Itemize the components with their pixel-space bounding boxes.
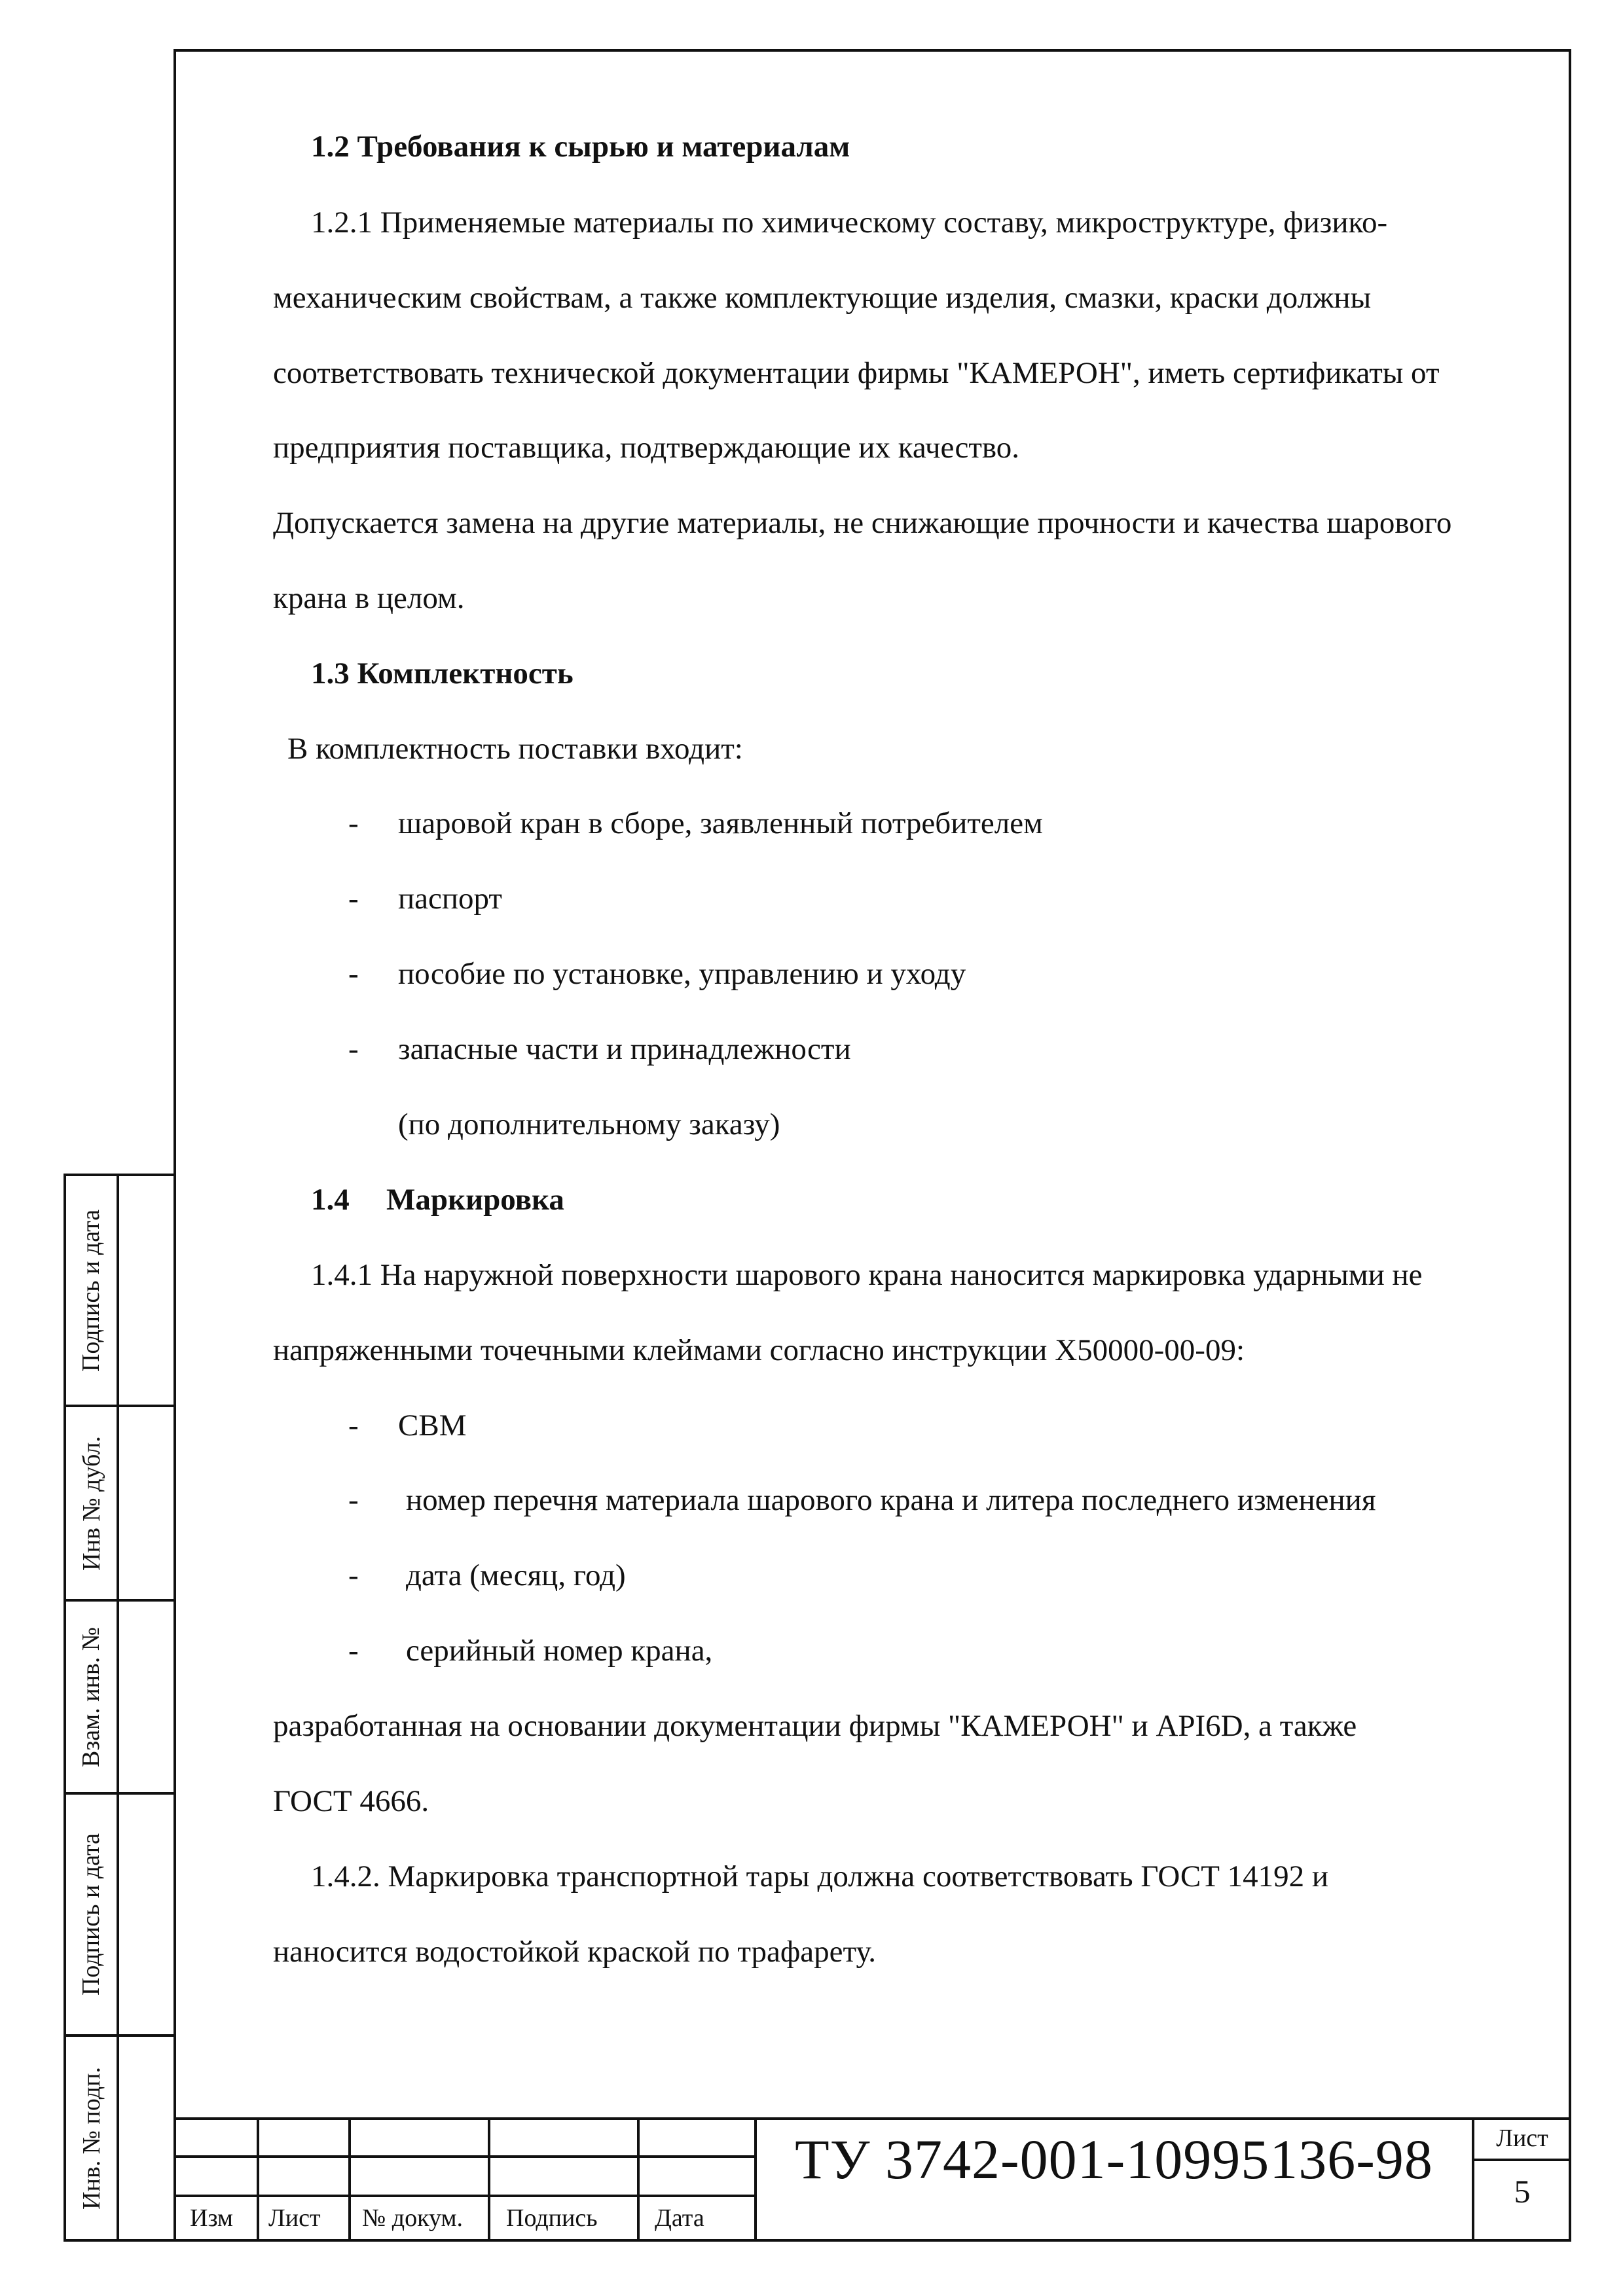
paragraph-line: предприятия поставщика, подтверждающие их качество. bbox=[273, 431, 1020, 465]
list-item: СВМ bbox=[398, 1408, 467, 1443]
side-field-signature-date-2: Подпись и дата bbox=[77, 1833, 105, 1996]
list-bullet: - bbox=[348, 882, 359, 916]
paragraph-line: 1.2.1 Применяемые материалы по химическому составу, микроструктуре, физико- bbox=[311, 206, 1388, 240]
section-1-2-heading: 1.2 Требования к сырью и материалам bbox=[311, 130, 850, 164]
paragraph-line: соответствовать технической документации фирмы "КАМЕРОН", иметь сертификаты от bbox=[273, 356, 1440, 390]
list-item: пособие по установке, управлению и уходу bbox=[398, 957, 966, 991]
paragraph-line: 1.4.1 На наружной поверхности шарового крана наносится маркировка ударными не bbox=[311, 1258, 1423, 1292]
list-bullet: - bbox=[348, 1483, 359, 1517]
list-note: (по дополнительному заказу) bbox=[398, 1107, 780, 1141]
title-block-sheet-line bbox=[1473, 2159, 1571, 2161]
list-item: шаровой кран в сборе, заявленный потребителем bbox=[398, 806, 1043, 840]
list-item: паспорт bbox=[398, 882, 502, 916]
paragraph-line: разработанная на основании документации фирмы "КАМЕРОН" и API6D, а также bbox=[273, 1709, 1357, 1743]
sheet-number: 5 bbox=[1514, 2173, 1531, 2210]
paragraph-line: 1.4.2. Маркировка транспортной тары должна соответствовать ГОСТ 14192 и bbox=[311, 1859, 1329, 1893]
document-code: ТУ 3742-001-10995136-98 bbox=[795, 2128, 1433, 2191]
side-field-signature-date: Подпись и дата bbox=[77, 1209, 105, 1372]
list-bullet: - bbox=[348, 957, 359, 991]
side-field-dup-inv-no: Инв № дубл. bbox=[77, 1435, 105, 1571]
col-label-date: Дата bbox=[655, 2204, 704, 2232]
list-item: номер перечня материала шарового крана и литера последнего изменения bbox=[406, 1483, 1376, 1517]
list-bullet: - bbox=[348, 1408, 359, 1443]
title-block-col-line bbox=[637, 2117, 640, 2242]
paragraph-line: механическим свойствам, а также комплектующие изделия, смазки, краски должны bbox=[273, 281, 1372, 315]
col-label-signature: Подпись bbox=[506, 2204, 598, 2232]
list-intro: В комплектность поставки входит: bbox=[287, 732, 743, 766]
title-block-col-line bbox=[257, 2117, 259, 2242]
list-item: серийный номер крана, bbox=[406, 1634, 713, 1668]
title-block-col-line bbox=[488, 2117, 490, 2242]
paragraph-line: ГОСТ 4666. bbox=[273, 1784, 429, 1818]
section-1-4-heading: Маркировка bbox=[386, 1183, 564, 1217]
col-label-doc-no: № докум. bbox=[362, 2204, 464, 2232]
paragraph-line: наносится водостойкой краской по трафарету. bbox=[273, 1935, 876, 1969]
list-item: дата (месяц, год) bbox=[406, 1558, 626, 1592]
title-block-row-line bbox=[173, 2195, 756, 2197]
list-item: запасные части и принадлежности bbox=[398, 1032, 851, 1066]
paragraph-line: напряженными точечными клеймами согласно инструкции Х50000-00-09: bbox=[273, 1333, 1245, 1367]
paragraph-line: Допускается замена на другие материалы, не снижающие прочности и качества шарового bbox=[273, 506, 1452, 540]
list-bullet: - bbox=[348, 806, 359, 840]
title-block-row-line bbox=[173, 2155, 756, 2158]
list-bullet: - bbox=[348, 1032, 359, 1066]
section-1-4-number: 1.4 bbox=[311, 1183, 350, 1217]
list-bullet: - bbox=[348, 1558, 359, 1592]
sheet-label: Лист bbox=[1496, 2125, 1548, 2152]
list-bullet: - bbox=[348, 1634, 359, 1668]
section-1-3-heading: 1.3 Комплектность bbox=[311, 656, 574, 691]
col-label-sheet: Лист bbox=[268, 2204, 321, 2232]
paragraph-line: крана в целом. bbox=[273, 581, 465, 615]
side-field-original-inv-no: Инв. № подп. bbox=[77, 2066, 105, 2210]
title-block-col-line bbox=[348, 2117, 351, 2242]
col-label-change: Изм bbox=[190, 2204, 233, 2232]
side-field-replaces-inv-no: Взам. инв. № bbox=[77, 1626, 105, 1767]
